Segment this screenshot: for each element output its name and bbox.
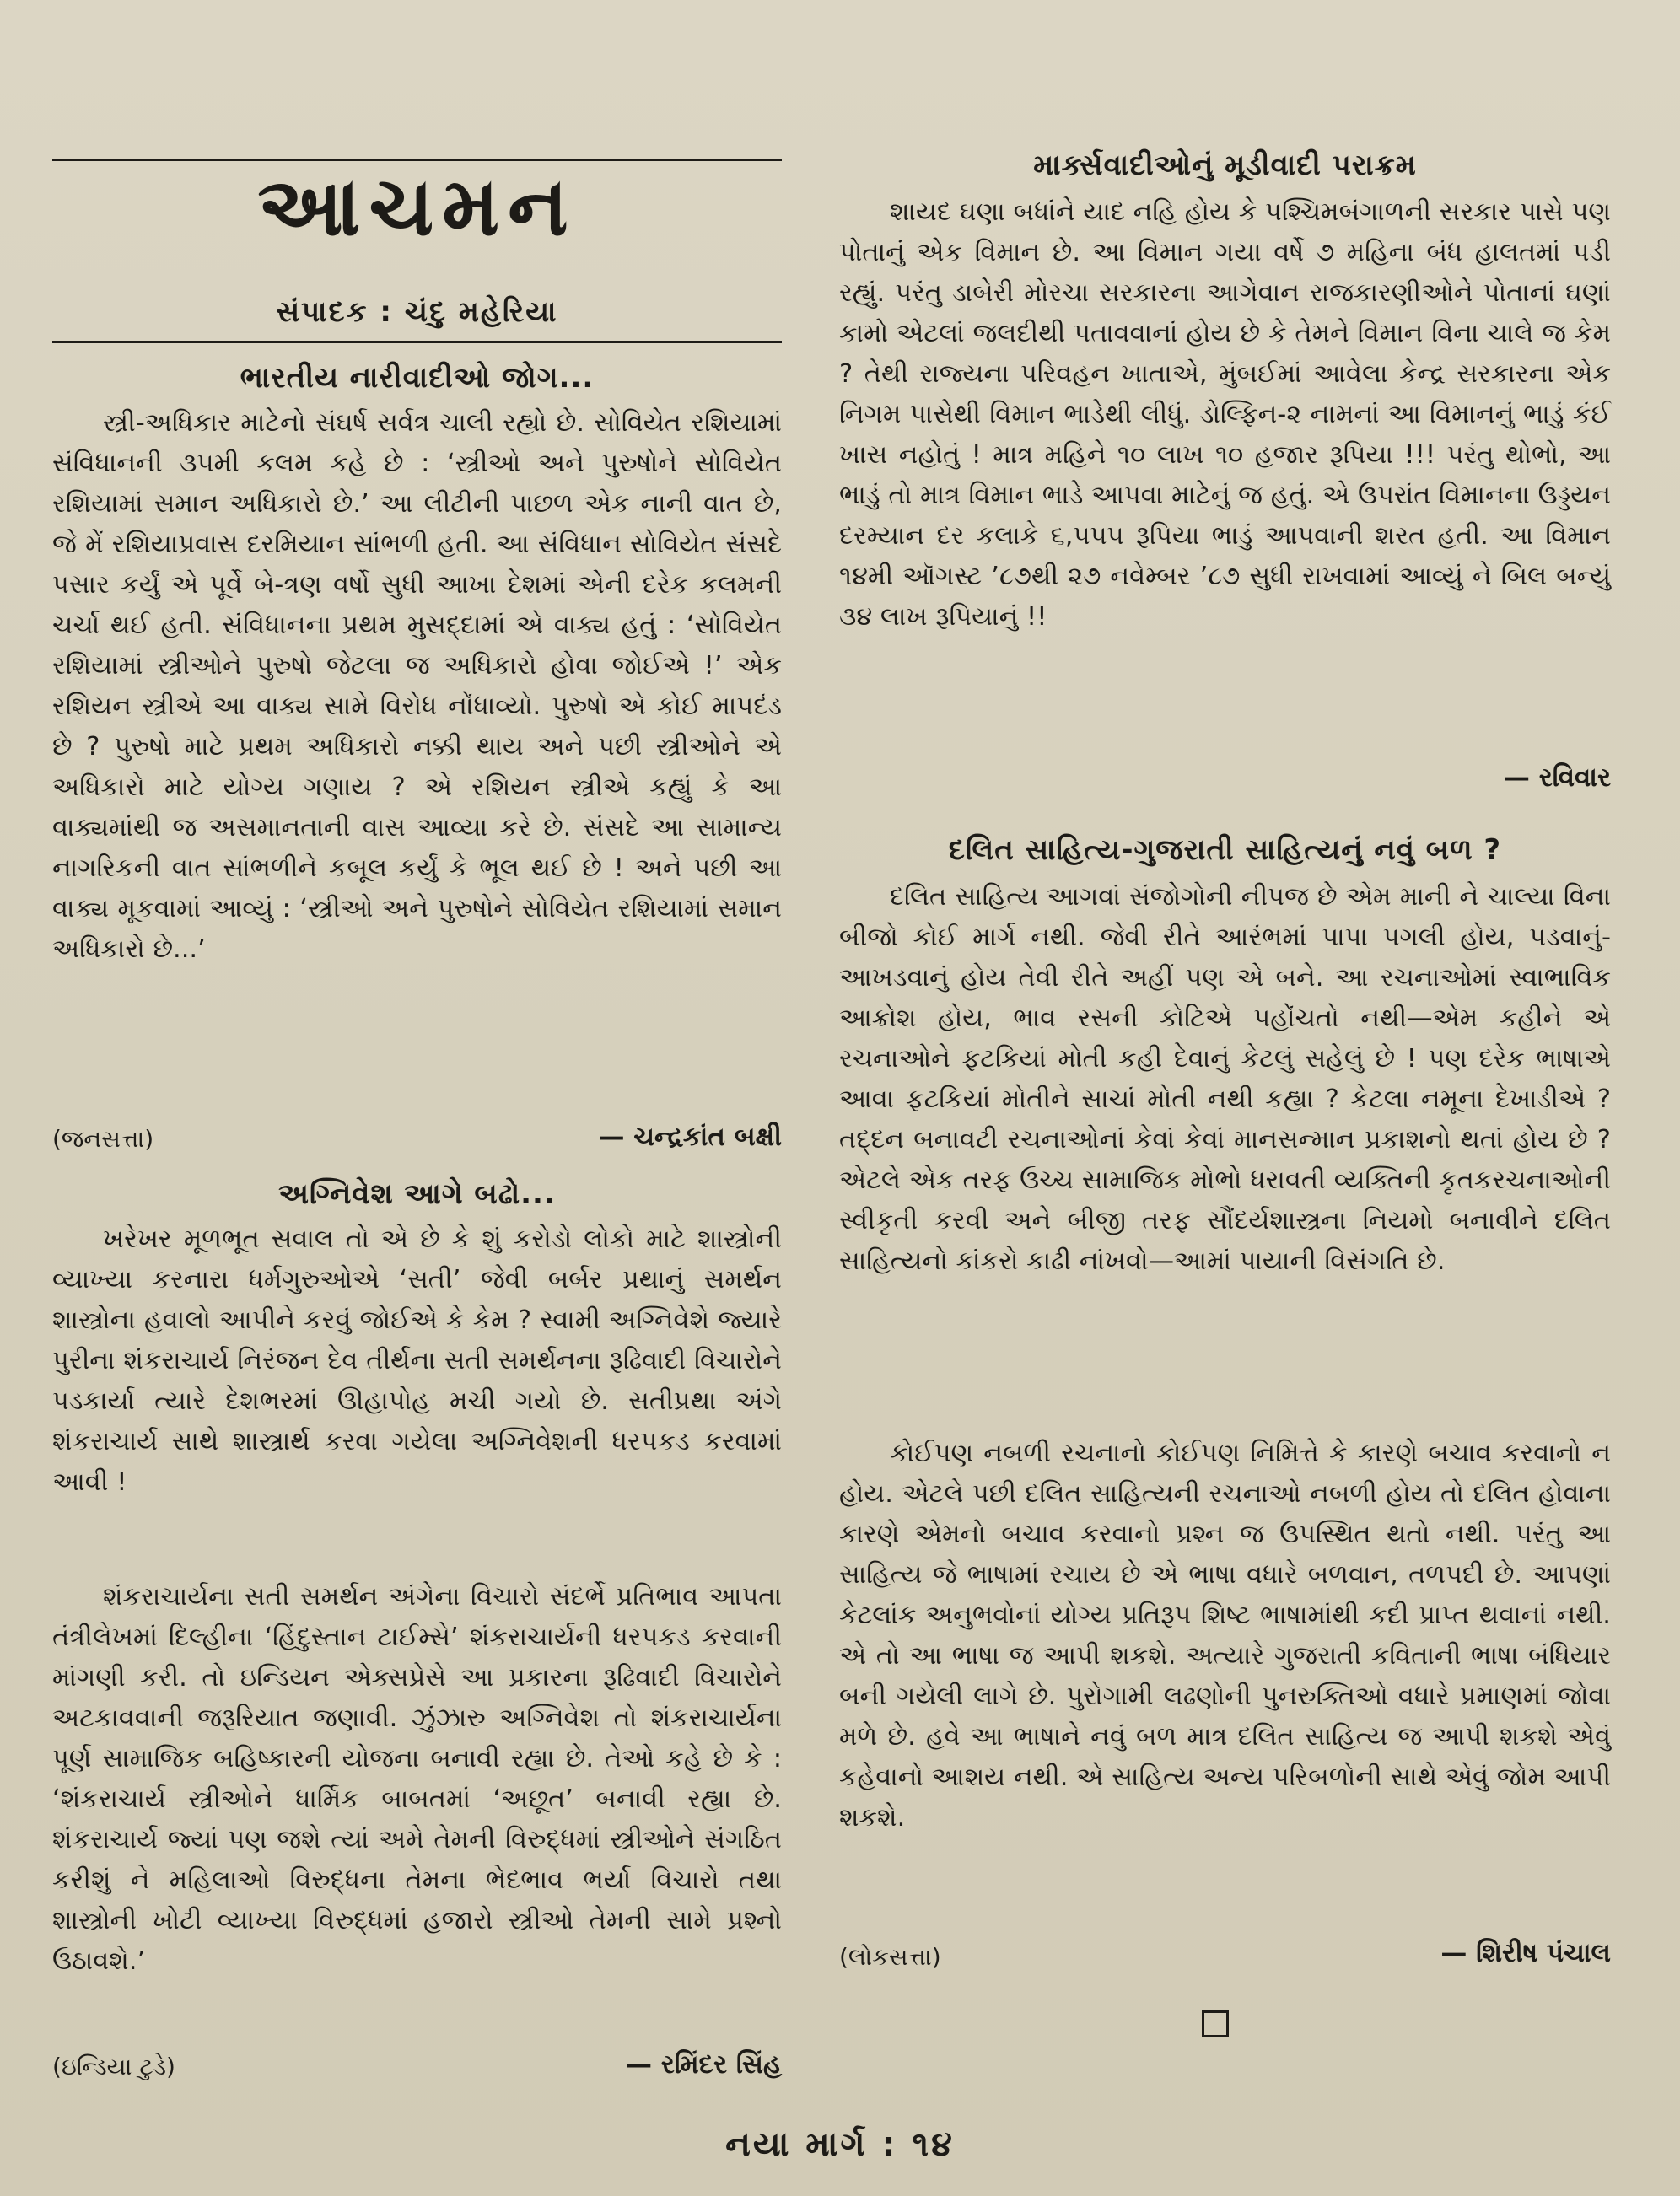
- article-source: (લોકસત્તા): [839, 1943, 941, 1971]
- article-heading: ભારતીય નારીવાદીઓ જોગ...: [240, 361, 595, 395]
- article-byline: — ચન્દ્રકાંત બક્ષી: [598, 1122, 782, 1152]
- article-body: કોઈપણ નબળી રચનાનો કોઈપણ નિમિત્તે કે કારણે બચાવ કરવાનો ન હોય. એટલે પછી દલિત સાહિત્યની રચનાઓ નબળી હોય તો દલિત હોવાના કારણે એમનો બચાવ કરવાનો પ્રશ્ન જ ઉપસ્થિત થતો નથી. પરંતુ આ સાહિત્ય જે ભાષામાં રચાય છે એ ભાષા વધારે બળવાન, તળપદી છે. આપણાં કેટલાંક અનુભવોનાં યોગ્ય પ્રતિરૂપ શિષ્ટ ભાષામાંથી કદી પ્રાપ્ત થવાનાં નથી. એ તો આ ભાષા જ આપી શકશે. અત્યારે ગુજરાતી કવિતાની ભાષા બંધિયાર બની ગયેલી લાગે છે. પુરોગામી લઢણોની પુનરુક્તિઓ વધારે પ્રમાણમાં જોવા મળે છે. હવે આ ભાષાને નવું બળ માત્ર દલિત સાહિત્ય જ આપી શકશે એવું કહેવાનો આશય નથી. એ સાહિત્ય અન્ય પરિબળોની સાથે એવું જોમ આપી શકશે.: [839, 1439, 1611, 1833]
- article-body: ખરેખર મૂળભૂત સવાલ તો એ છે કે શું કરોડો લોકો માટે શાસ્ત્રોની વ્યાખ્યા કરનારા ધર્મગુરુઓએ ‘સતી’ જેવી બર્બર પ્રથાનું સમર્થન શાસ્ત્રોના હવાલો આપીને કરવું જોઈએ કે કેમ ? સ્વામી અગ્નિવેશે જ્યારે પુરીના શંકરાચાર્ય નિરંજન દેવ તીર્થના સતી સમર્થનના રૂઢિવાદી વિચારોને પડકાર્યા ત્યારે દેશભરમાં ઊહાપોહ મચી ગયો છે. સતીપ્રથા અંગે શંકરાચાર્ય સાથે શાસ્ત્રાર્થ કરવા ગયેલા અગ્નિવેશની ધરપકડ કરવામાં આવી !: [52, 1224, 782, 1497]
- article-body: શંકરાચાર્યના સતી સમર્થન અંગેના વિચારો સંદર્ભે પ્રતિભાવ આપતા તંત્રીલેખમાં દિલ્હીના ‘હિંદુસ્તાન ટાઈમ્સે’ શંકરાચાર્યની ધરપકડ કરવાની માંગણી કરી. તો ઇન્ડિયન એક્સપ્રેસે આ પ્રકારના રૂઢિવાદી વિચારોને અટકાવવાની જરૂરિયાત જણાવી. ઝુંઝારુ અગ્નિવેશ તો શંકરાચાર્યના પૂર્ણ સામાજિક બહિષ્કારની યોજના બનાવી રહ્યા છે. તેઓ કહે છે કે : ‘શંકરાચાર્ય સ્ત્રીઓને ધાર્મિક બાબતમાં ‘અછૂત’ બનાવી રહ્યા છે. શંકરાચાર્ય જ્યાં પણ જશે ત્યાં અમે તેમની વિરુદ્ધમાં સ્ત્રીઓને સંગઠિત કરીશું ને મહિલાઓ વિરુદ્ધના તેમના ભેદભાવ ભર્યા વિચારો તથા શાસ્ત્રોની ખોટી વ્યાખ્યા વિરુદ્ધમાં હજારો સ્ત્રીઓ તેમની સામે પ્રશ્નો ઉઠાવશે.’: [52, 1582, 782, 1976]
- column-title: આચમન: [257, 159, 577, 254]
- article-source: (જનસત્તા): [52, 1125, 154, 1153]
- editor-credit: સંપાદક : ચંદુ મહેરિયા: [276, 295, 558, 329]
- article-heading: માર્ક્સવાદીઓનું મૂડીવાદી પરાક્રમ: [1033, 148, 1417, 182]
- masthead-rule: [52, 341, 782, 343]
- article-byline: — રવિવાર: [1503, 762, 1611, 793]
- end-mark-box: [1202, 2010, 1229, 2037]
- article-source: (ઇન્ડિયા ટુડે): [52, 2053, 175, 2080]
- article-byline: — શિરીષ પંચાલ: [1440, 1938, 1611, 1968]
- page-footer: નયા માર્ગ : ૧૪: [725, 2125, 955, 2164]
- article-body: સ્ત્રી-અધિકાર માટેનો સંઘર્ષ સર્વત્ર ચાલી રહ્યો છે. સોવિયેત રશિયામાં સંવિધાનની ૩૫મી કલમ કહે છે : ‘સ્ત્રીઓ અને પુરુષોને સોવિયેત રશિયામાં સમાન અધિકારો છે.’ આ લીટીની પાછળ એક નાની વાત છે, જે મેં રશિયાપ્રવાસ દરમિયાન સાંભળી હતી. આ સંવિધાન સોવિયેત સંસદે પસાર કર્યું એ પૂર્વે બે-ત્રણ વર્ષો સુધી આખા દેશમાં એની દરેક કલમની ચર્ચા થઈ હતી. સંવિધાનના પ્રથમ મુસદ્દામાં એ વાક્ય હતું : ‘સોવિયેત રશિયામાં સ્ત્રીઓને પુરુષો જેટલા જ અધિકારો હોવા જોઈએ !’ એક રશિયન સ્ત્રીએ આ વાક્ય સામે વિરોધ નોંધાવ્યો. પુરુષો એ કોઈ માપદંડ છે ? પુરુષો માટે પ્રથમ અધિકારો નક્કી થાય અને પછી સ્ત્રીઓને એ અધિકારો માટે યોગ્ય ગણાય ? એ રશિયન સ્ત્રીએ કહ્યું કે આ વાક્યમાંથી જ અસમાનતાની વાસ આવ્યા કરે છે. સંસદે આ સામાન્ય નાગરિકની વાત સાંભળીને કબૂલ કર્યું કે ભૂલ થઈ છે ! અને પછી આ વાક્ય મૂકવામાં આવ્યું : ‘સ્ત્રીઓ અને પુરુષોને સોવિયેત રશિયામાં સમાન અધિકારો છે...’: [52, 408, 782, 964]
- article-heading: અગ્નિવેશ આગે બઢો...: [278, 1177, 556, 1211]
- article-body: દલિત સાહિત્ય આગવાં સંજોગોની નીપજ છે એમ માની ને ચાલ્યા વિના બીજો કોઈ માર્ગ નથી. જેવી રીતે આરંભમાં પાપા પગલી હોય, પડવાનું-આખડવાનું હોય તેવી રીતે અહીં પણ એ બને. આ રચનાઓમાં સ્વાભાવિક આક્રોશ હોય, ભાવ રસની કોટિએ પહોંચતો નથી—એમ કહીને એ રચનાઓને ફટકિયાં મોતી કહી દેવાનું કેટલું સહેલું છે ! પણ દરેક ભાષાએ આવા ફટકિયાં મોતીને સાચાં મોતી નથી કહ્યા ? કેટલા નમૂના દેખાડીએ ? તદ્દન બનાવટી રચનાઓનાં કેવાં કેવાં માનસન્માન પ્રકાશનો થતાં હોય છે ? એટલે એક તરફ ઉચ્ચ સામાજિક મોભો ધરાવતી વ્યક્તિની કૃતકરચનાઓની સ્વીકૃતી કરવી અને બીજી તરફ સૌંદર્યશાસ્ત્રના નિયમો બનાવીને દલિત સાહિત્યનો કાંકરો કાઢી નાંખવો—આમાં પાયાની વિસંગતિ છે.: [839, 882, 1611, 1276]
- article-body: શાયદ ઘણા બધાંને યાદ નહિ હોય કે પશ્ચિમબંગાળની સરકાર પાસે પણ પોતાનું એક વિમાન છે. આ વિમાન ગયા વર્ષે ૭ મહિના બંધ હાલતમાં પડી રહ્યું. પરંતુ ડાબેરી મોરચા સરકારના આગેવાન રાજકારણીઓને પોતાનાં ઘણાં કામો એટલાં જલદીથી પતાવવાનાં હોય છે કે તેમને વિમાન વિના ચાલે જ કેમ ? તેથી રાજ્યના પરિવહન ખાતાએ, મુંબઈમાં આવેલા કેન્દ્ર સરકારના એક નિગમ પાસેથી વિમાન ભાડેથી લીધું. ડોલ્ફિન-૨ નામનાં આ વિમાનનું ભાડું કંઈ ખાસ નહોતું ! માત્ર મહિને ૧૦ લાખ ૧૦ હજાર રૂપિયા !!! પરંતુ થોભો, આ ભાડું તો માત્ર વિમાન ભાડે આપવા માટેનું જ હતું. એ ઉપરાંત વિમાનના ઉડ્ડયન દરમ્યાન દર કલાકે ૬,૫૫૫ રૂપિયા ભાડું આપવાની શરત હતી. આ વિમાન ૧૪મી ઑગસ્ટ ’૮૭થી ૨૭ નવેમ્બર ’૮૭ સુધી રાખવામાં આવ્યું ને બિલ બન્યું ૩૪ લાખ રૂપિયાનું !!: [839, 197, 1611, 632]
- article-heading: દલિત સાહિત્ય-ગુજરાતી સાહિત્યનું નવું બળ ?: [948, 833, 1502, 867]
- article-byline: — રમિંદર સિંહ: [625, 2049, 782, 2080]
